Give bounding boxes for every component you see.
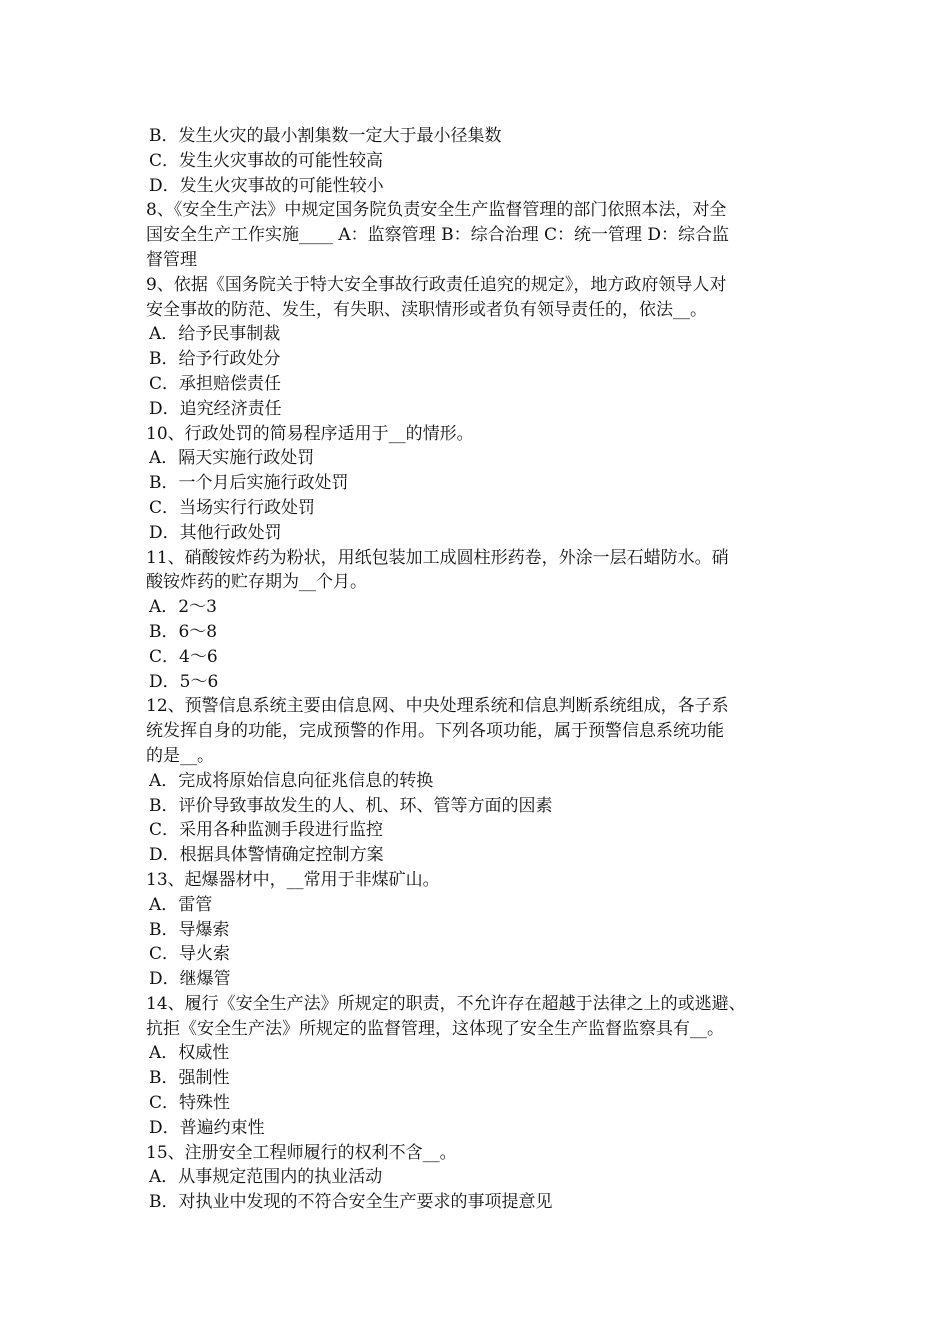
question-text: 12、预警信息系统主要由信息网、中央处理系统和信息判断系统组成，各子系 [146, 696, 729, 717]
question-text: 15、注册安全工程师履行的权利不含__。 [146, 1142, 457, 1163]
question-text: 督管理 [146, 249, 197, 270]
answer-option: A．隔天实施行政处罚 [149, 448, 315, 469]
answer-option: A．权威性 [149, 1043, 230, 1064]
answer-option: D．发生火灾事故的可能性较小 [149, 175, 384, 196]
answer-option: B．一个月后实施行政处罚 [149, 473, 349, 494]
answer-option: A．给予民事制裁 [149, 324, 281, 345]
answer-option: A．雷管 [149, 894, 213, 915]
question-text: 14、履行《安全生产法》所规定的职责，不允许存在超越于法律之上的或逃避、 [146, 993, 746, 1014]
document-body [146, 124, 811, 1215]
answer-option: B．对执业中发现的不符合安全生产要求的事项提意见 [149, 1192, 553, 1213]
question-text: 抗拒《安全生产法》所规定的监督管理，这体现了安全生产监督监察具有__。 [146, 1018, 724, 1039]
answer-option: D．追究经济责任 [149, 398, 282, 419]
answer-option: C．发生火灾事故的可能性较高 [149, 150, 384, 171]
question-text: 国安全生产工作实施____ A：监察管理 B：综合治理 C：统一管理 D：综合监 [146, 225, 730, 246]
answer-option: D．普遍约束性 [149, 1117, 265, 1138]
question-text: 安全事故的防范、发生，有失职、渎职情形或者负有领导责任的，依法__。 [146, 299, 707, 320]
answer-option: C．4～6 [149, 646, 218, 667]
answer-option: C．采用各种监测手段进行监控 [149, 820, 384, 841]
question-text: 9、依据《国务院关于特大安全事故行政责任追究的规定》，地方政府领导人对 [146, 274, 727, 295]
question-text: 酸铵炸药的贮存期为__个月。 [146, 572, 367, 593]
answer-option: A．完成将原始信息向征兆信息的转换 [149, 770, 434, 791]
answer-option: B．强制性 [149, 1068, 230, 1089]
answer-option: C．承担赔偿责任 [149, 373, 282, 394]
answer-option: C．特殊性 [149, 1093, 231, 1114]
answer-option: A．2～3 [149, 597, 217, 618]
answer-option: D．继爆管 [149, 969, 231, 990]
question-text: 11、硝酸铵炸药为粉状，用纸包装加工成圆柱形药卷，外涂一层石蜡防水。硝 [146, 547, 729, 568]
answer-option: B．评价导致事故发生的人、机、环、管等方面的因素 [149, 795, 553, 816]
answer-option: B．给予行政处分 [149, 349, 281, 370]
question-text: 10、行政处罚的简易程序适用于__的情形。 [146, 423, 474, 444]
answer-option: D．其他行政处罚 [149, 522, 282, 543]
answer-option: B．6～8 [149, 621, 218, 642]
answer-option: A．从事规定范围内的执业活动 [149, 1167, 383, 1188]
question-text: 8、《安全生产法》中规定国务院负责安全生产监督管理的部门依照本法，对全 [146, 200, 727, 221]
answer-option: C．当场实行行政处罚 [149, 497, 316, 518]
question-text: 的是__。 [146, 745, 214, 766]
answer-option: B．发生火灾的最小割集数一定大于最小径集数 [149, 126, 502, 146]
question-text: 统发挥自身的功能，完成预警的作用。下列各项功能，属于预警信息系统功能 [146, 721, 724, 742]
answer-option: B．导爆索 [149, 919, 230, 940]
answer-option: D．根据具体警情确定控制方案 [149, 845, 384, 866]
answer-option: D．5～6 [149, 671, 219, 692]
question-text: 13、起爆器材中，__常用于非煤矿山。 [146, 869, 440, 890]
answer-option: C．导火索 [149, 944, 231, 965]
